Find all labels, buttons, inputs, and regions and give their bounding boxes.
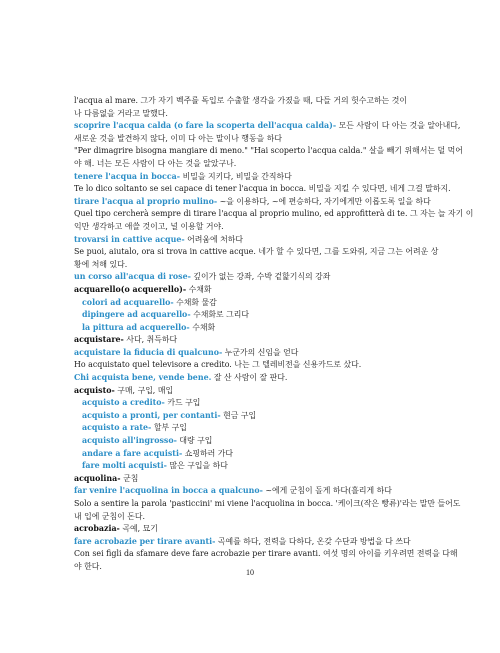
- expression-phrase: un corso all'acqua di rose-: [74, 272, 191, 282]
- expression-phrase: acquisto a rate-: [82, 423, 152, 433]
- expression-meaning: ~에게 군침이 돌게 하다(흘리게 하다: [262, 486, 392, 496]
- expression-meaning: 어려움에 처하다: [184, 234, 243, 244]
- expression-line: [74, 397, 426, 410]
- expression-phrase: la pittura ad acquerello-: [82, 322, 190, 332]
- expression-phrase: Chi acquista bene, vende bene.: [74, 373, 212, 383]
- text-line: 익만 생각하고 애쓸 것이고, 널 이용할 거야.: [74, 221, 224, 231]
- entry-headword-line: [74, 334, 426, 347]
- entry-headword-line: [74, 385, 426, 398]
- text-line: Quel tipo cercherà sempre di tirare l'acqua al proprio mulino, ed approfitterà di te. 그 자는 늘 자기 이: [74, 209, 474, 219]
- expression-line: [74, 460, 426, 473]
- expression-line: [74, 234, 426, 247]
- expression-meaning: 쇼핑하러 가다: [182, 448, 233, 458]
- expression-phrase: acquisto all'ingrosso-: [82, 436, 177, 446]
- text-line: 황에 처해 있다.: [74, 259, 128, 269]
- expression-phrase: acquisto a pronti, per contanti-: [82, 410, 221, 420]
- expression-phrase: tenere l'acqua in bocca-: [74, 171, 181, 181]
- expression-line: [74, 309, 426, 322]
- expression-meaning: 모든 사람이 다 아는 것을 알아내다,: [336, 121, 461, 131]
- text-line: 나 다름없을 거라고 말했다.: [74, 108, 168, 118]
- entry-headword: acquistare-: [74, 335, 124, 345]
- expression-line: [74, 435, 426, 448]
- text-line: 새로운 것을 발견하지 않다, 이미 다 아는 말이나 행동을 하다: [74, 133, 283, 143]
- document-body: [74, 95, 474, 574]
- expression-line: [74, 322, 426, 335]
- expression-meaning: ~을 이용하다, ~에 편승하다, 자기에게만 이롭도록 일을 하다: [217, 196, 431, 206]
- text-line: Solo a sentire la parola 'pasticcini' mi viene l'acquolina in bocca. '케이크(작은 빵류)'라는 말만 들어도: [74, 499, 461, 508]
- expression-phrase: acquistare la fiducia di qualcuno-: [74, 347, 223, 357]
- entry-meaning: 곡예, 묘기: [119, 524, 158, 534]
- expression-phrase: scoprire l'acqua calda (o fare la scoperta dell'acqua calda)-: [74, 121, 337, 131]
- text-line: l'acqua al mare. 그가 자기 벡주를 독입로 수출할 생각을 가졌을 때, 다들 거의 헛수고하는 것이: [74, 96, 407, 105]
- text-line: Te lo dico soltanto se sei capace di tener l'acqua in bocca. 비밀을 지킬 수 있다면, 네게 그걸 말하지.: [74, 184, 451, 194]
- expression-phrase: fare molti acquisti-: [82, 461, 167, 471]
- expression-line: [74, 536, 426, 549]
- expression-meaning: 많은 구입을 하다: [166, 461, 228, 471]
- expression-meaning: 깊이가 없는 강좌, 수박 겉핥기식의 강좌: [190, 272, 331, 282]
- expression-meaning: 수채화: [189, 322, 216, 332]
- text-line: 내 입에 군침이 돈다.: [74, 511, 146, 521]
- page-number: 10: [246, 568, 254, 577]
- text-line: 야 해. 너는 모든 사람이 다 아는 것을 알았구나.: [74, 158, 237, 168]
- entry-headword: acrobazia-: [74, 524, 120, 534]
- entry-headword: acquarello(o acquerello)-: [74, 284, 187, 294]
- text-line: Con sei figli da sfamare deve fare acrobazie per tirare avanti. 여섯 명의 아이를 키우려면 전력을 다해: [74, 549, 458, 559]
- entry-meaning: 사다, 취득하다: [123, 335, 178, 345]
- expression-meaning: 현금 구입: [220, 410, 257, 420]
- entry-headword: acquolina-: [74, 473, 121, 483]
- expression-phrase: far venire l'acquolina in bocca a qualcuno-: [74, 486, 263, 496]
- expression-phrase: acquisto a credito-: [82, 398, 165, 408]
- expression-meaning: 수채화 물감: [173, 297, 217, 307]
- entry-headword: acquisto-: [74, 385, 115, 395]
- expression-line: [74, 271, 426, 284]
- entry-headword-line: [74, 523, 426, 536]
- entry-meaning: 군침: [120, 473, 139, 483]
- expression-line: [74, 347, 426, 360]
- expression-phrase: andare a fare acquisti-: [82, 448, 183, 458]
- expression-meaning: 수채화로 그리다: [190, 310, 249, 320]
- expression-line: [74, 120, 461, 133]
- expression-phrase: fare acrobazie per tirare avanti-: [74, 536, 216, 546]
- expression-meaning: 할부 구입: [151, 423, 187, 433]
- expression-line: [74, 171, 426, 184]
- expression-phrase: tirare l'acqua al proprio mulino-: [74, 196, 218, 206]
- expression-meaning: 비밀을 지키다, 비밀을 간직하다: [180, 171, 292, 181]
- text-line: "Per dimagrire bisogna mangiare di meno." "Hai scoperto l'acqua calda." 살을 빼기 위해서는 덜 먹어: [74, 146, 463, 156]
- expression-phrase: trovarsi in cattive acque-: [74, 234, 185, 244]
- text-line: 야 한다.: [74, 561, 102, 571]
- expression-meaning: 누군가의 신임을 얻다: [222, 347, 299, 357]
- expression-meaning: 곡예를 하다, 전력을 다하다, 온갖 수단과 방법을 다 쓰다: [215, 536, 411, 546]
- expression-line: [74, 410, 426, 423]
- expression-line: [74, 372, 426, 385]
- entry-headword-line: [74, 284, 426, 297]
- expression-phrase: colori ad acquarello-: [82, 297, 174, 307]
- expression-meaning: 잘 산 사람이 잘 판다.: [211, 373, 288, 383]
- expression-line: [74, 196, 431, 209]
- expression-line: [74, 297, 426, 310]
- expression-meaning: 카드 구입: [164, 398, 201, 408]
- expression-meaning: 대량 구입: [176, 436, 213, 446]
- entry-meaning: 구매, 구입, 매입: [114, 385, 174, 395]
- expression-line: [74, 485, 426, 498]
- expression-line: [74, 422, 426, 435]
- text-line: Se puoi, aiutalo, ora si trova in cattive acque. 네가 할 수 있다면, 그를 도와줘, 지금 그는 어려운 상: [74, 247, 439, 257]
- expression-phrase: dipingere ad acquarello-: [82, 310, 191, 320]
- entry-headword-line: [74, 473, 426, 486]
- entry-meaning: 수채화: [186, 284, 212, 294]
- expression-line: [74, 448, 426, 461]
- text-line: Ho acquistato quel televisore a credito. 나는 그 텔레비전을 신용카드로 샀다.: [74, 360, 362, 370]
